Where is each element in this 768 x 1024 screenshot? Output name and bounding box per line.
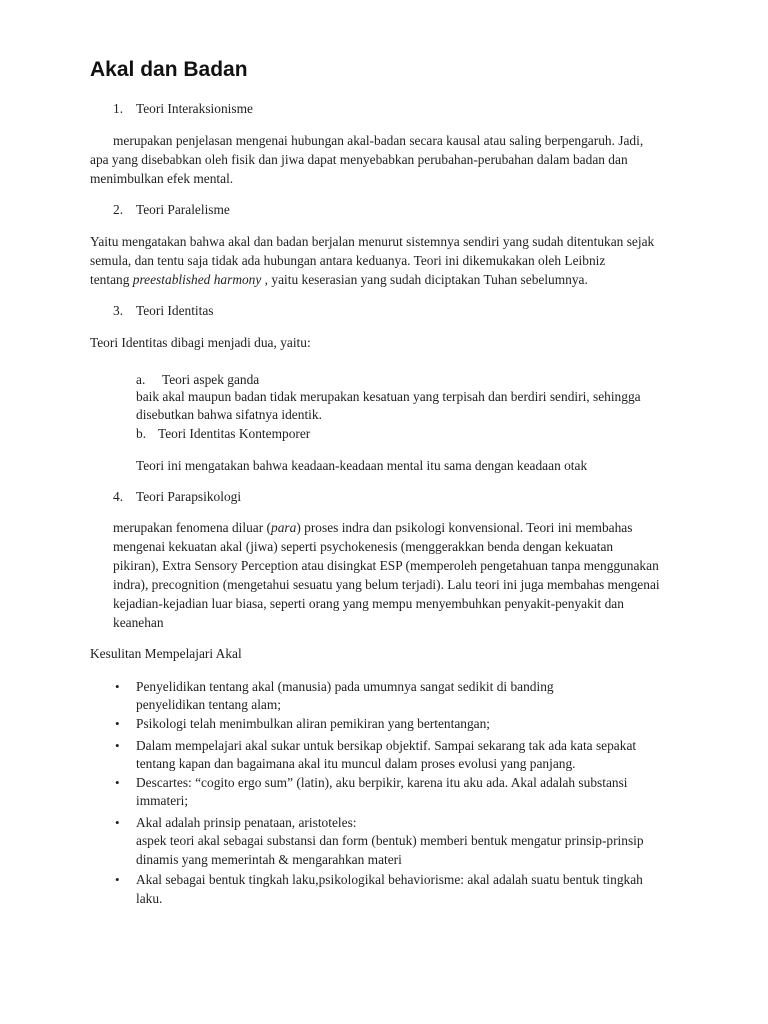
bullet-dot: • [115, 679, 120, 694]
bullet-dot: • [115, 775, 120, 790]
bullet-item-line: aspek teori akal sebagai substansi dan form (bentuk) memberi bentuk mengatur prinsip-prinsip [136, 833, 644, 848]
bullet-item-line: immateri; [136, 793, 189, 808]
subsection-b-text: Teori ini mengatakan bahwa keadaan-keadaan mental itu sama dengan keadaan otak [136, 458, 588, 473]
section-1-heading: Teori Interaksionisme [136, 101, 253, 116]
section-4-line1-after: ) proses indra dan psikologi konvensional. Teori ini membahas [296, 520, 633, 535]
bullet-item-line: Descartes: “cogito ergo sum” (latin), aku berpikir, karena itu aku ada. Akal adalah substansi [136, 775, 628, 790]
bullet-item-line: Dalam mempelajari akal sukar untuk bersikap objektif. Sampai sekarang tak ada kata sepakat [136, 738, 637, 753]
bullet-dot: • [115, 738, 120, 753]
subsection-b-heading: Teori Identitas Kontemporer [158, 426, 311, 441]
section-4-text-line [113, 518, 632, 537]
section-2-text-line: Yaitu mengatakan bahwa akal dan badan berjalan menurut sistemnya sendiri yang sudah ditentukan sejak [90, 234, 655, 249]
section-2-line3-before: tentang [90, 272, 133, 287]
difficulties-heading: Kesulitan Mempelajari Akal [90, 646, 242, 661]
section-2-line3-after: , yaitu keserasian yang sudah diciptakan Tuhan sebelumnya. [261, 272, 588, 287]
section-4-text-line: kejadian-kejadian luar biasa, seperti orang yang mempu menyembuhkan penyakit-penyakit dan [113, 596, 624, 611]
section-3-number: 3. [113, 303, 124, 318]
subsection-b-letter: b. [136, 426, 147, 441]
bullet-dot: • [115, 716, 120, 731]
section-2-heading: Teori Paralelisme [136, 202, 230, 217]
section-4-italic-term: para [271, 520, 297, 535]
section-1-number: 1. [113, 101, 124, 116]
section-1-text-line: menimbulkan efek mental. [90, 171, 234, 186]
bullet-dot: • [115, 872, 120, 887]
section-2-italic-term: preestablished harmony [132, 272, 262, 287]
subsection-a-heading: Teori aspek ganda [162, 372, 260, 387]
bullet-dot: • [115, 815, 120, 830]
bullet-item-line: tentang kapan dan bagaimana akal itu muncul dalam proses evolusi yang panjang. [136, 756, 576, 771]
page-title: Akal dan Badan [90, 58, 248, 81]
section-2-text-line [90, 270, 588, 289]
bullet-item-line: Akal adalah prinsip penataan, aristoteles: [136, 815, 357, 830]
section-2-number: 2. [113, 202, 124, 217]
bullet-item-line: dinamis yang memerintah & mengarahkan materi [136, 852, 402, 867]
bullet-item-line: Psikologi telah menimbulkan aliran pemikiran yang bertentangan; [136, 716, 491, 731]
section-4-text-line: mengenai kekuatan akal (jiwa) seperti psychokenesis (menggerakkan benda dengan kekuatan [113, 539, 614, 554]
section-3-heading: Teori Identitas [136, 303, 214, 318]
bullet-item-line: penyelidikan tentang alam; [136, 697, 282, 712]
section-4-text-line: keanehan [113, 615, 164, 630]
section-1-text-line: merupakan penjelasan mengenai hubungan akal-badan secara kausal atau saling berpengaruh. Jadi, [113, 133, 644, 148]
section-4-number: 4. [113, 489, 124, 504]
bullet-item-line: laku. [136, 891, 163, 906]
section-1-text-line: apa yang disebabkan oleh fisik dan jiwa dapat menyebabkan perubahan-perubahan dalam badan dan [90, 152, 628, 167]
subsection-a-text-line: baik akal maupun badan tidak merupakan kesatuan yang terpisah dan berdiri sendiri, sehingga [136, 389, 641, 404]
bullet-item-line: Penyelidikan tentang akal (manusia) pada umumnya sangat sedikit di banding [136, 679, 554, 694]
subsection-a-text-line: disebutkan bahwa sifatnya identik. [136, 407, 322, 422]
section-4-heading: Teori Parapsikologi [136, 489, 242, 504]
section-4-text-line: pikiran), Extra Sensory Perception atau disingkat ESP (memperoleh pengetahuan tanpa menggunakan [113, 558, 659, 573]
subsection-a-letter: a. [136, 372, 146, 387]
bullet-item-line: Akal sebagai bentuk tingkah laku,psikologikal behaviorisme: akal adalah suatu bentuk tingkah [136, 872, 643, 887]
section-3-intro: Teori Identitas dibagi menjadi dua, yaitu: [90, 335, 311, 350]
section-4-text-line: indra), precognition (mengetahui sesuatu yang belum terjadi). Lalu teori ini juga membahas mengenai [113, 577, 660, 592]
section-4-line1-before: merupakan fenomena diluar ( [113, 520, 272, 535]
section-2-text-line: semula, dan tentu saja tidak ada hubungan antara keduanya. Teori ini dikemukakan oleh Leibniz [90, 253, 606, 268]
